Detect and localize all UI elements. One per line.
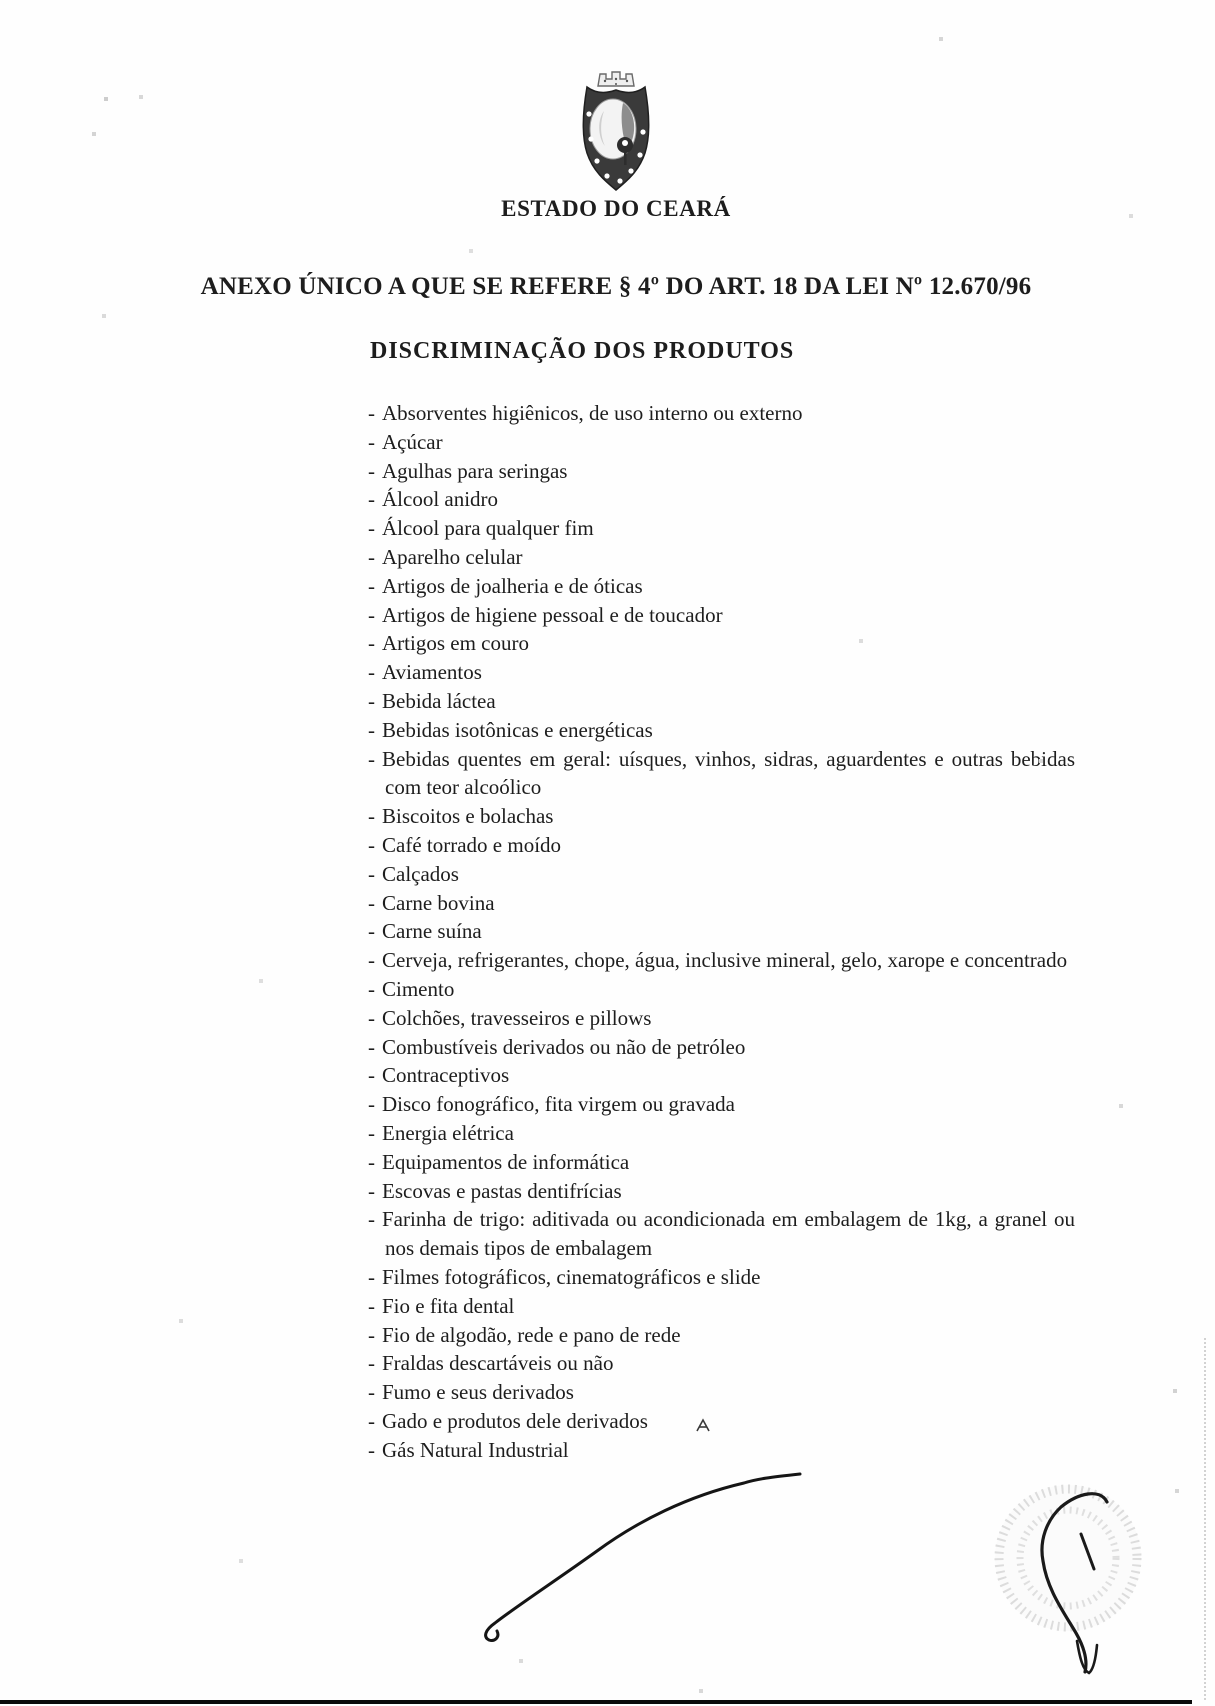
- list-item: [368, 745, 1075, 803]
- list-item: [368, 946, 1075, 975]
- list-item: [368, 601, 1075, 630]
- list-item: [368, 1436, 1075, 1465]
- bullet-dash: -: [368, 602, 375, 627]
- stamp-signature-scribble: [1042, 1494, 1107, 1673]
- bullet-dash: -: [368, 746, 375, 771]
- list-item: [368, 629, 1075, 658]
- list-item: [368, 1061, 1075, 1090]
- list-item: [368, 543, 1075, 572]
- product-text: Carne suína: [382, 919, 482, 944]
- product-text: Bebida láctea: [382, 688, 496, 713]
- product-text: Cimento: [382, 976, 455, 1001]
- product-text: Energia elétrica: [382, 1120, 514, 1145]
- bullet-dash: -: [368, 890, 375, 915]
- bullet-dash: -: [368, 1063, 375, 1088]
- product-text: Equipamentos de informática: [382, 1149, 630, 1174]
- bullet-dash: -: [368, 804, 375, 829]
- list-item: [368, 658, 1075, 687]
- product-text: Cerveja, refrigerantes, chope, água, inclusive mineral, gelo, xarope e concentrado: [382, 948, 1068, 973]
- product-text: Artigos em couro: [382, 631, 529, 656]
- product-text: Fio e fita dental: [382, 1293, 515, 1318]
- list-item: [368, 1321, 1075, 1350]
- bullet-dash: -: [368, 1380, 375, 1405]
- bullet-dash: -: [368, 976, 375, 1001]
- bullet-dash: -: [368, 1178, 375, 1203]
- list-item: [368, 1205, 1075, 1263]
- list-item: [368, 1004, 1075, 1033]
- scan-edge-artifact: [1204, 1338, 1206, 1700]
- product-text: Aviamentos: [382, 660, 482, 685]
- bullet-dash: -: [368, 1293, 375, 1318]
- list-item: [368, 687, 1075, 716]
- product-text: Gado e produtos dele derivados: [382, 1408, 648, 1433]
- org-name: ESTADO DO CEARÁ: [501, 196, 731, 221]
- product-text: Biscoitos e bolachas: [382, 804, 554, 829]
- scan-noise: [0, 0, 2, 2]
- product-text: Fumo e seus derivados: [382, 1380, 574, 1405]
- bullet-dash: -: [368, 1034, 375, 1059]
- list-item: [368, 802, 1075, 831]
- list-item: [368, 889, 1075, 918]
- list-item: [368, 716, 1075, 745]
- list-item: [368, 457, 1075, 486]
- product-text: Farinha de trigo: aditivada ou acondicionada em embalagem de 1kg, a granel ou nos demais tipos de embalagem: [382, 1207, 1075, 1261]
- list-item: [368, 514, 1075, 543]
- signature-flourish: [486, 1474, 800, 1640]
- bullet-dash: -: [368, 1322, 375, 1347]
- list-item: [368, 1119, 1075, 1148]
- list-item: [368, 1378, 1075, 1407]
- list-item: [368, 831, 1075, 860]
- bullet-dash: -: [368, 717, 375, 742]
- list-item: [368, 1349, 1075, 1378]
- bullet-dash: -: [368, 458, 375, 483]
- bullet-dash: -: [368, 1437, 375, 1462]
- bullet-dash: -: [368, 1120, 375, 1145]
- product-text: Fio de algodão, rede e pano de rede: [382, 1322, 681, 1347]
- product-text: Açúcar: [382, 429, 443, 454]
- list-item: [368, 860, 1075, 889]
- bullet-dash: -: [368, 688, 375, 713]
- list-item: [368, 1090, 1075, 1119]
- list-item: [368, 1263, 1075, 1292]
- product-text: Carne bovina: [382, 890, 495, 915]
- product-text: Disco fonográfico, fita virgem ou gravada: [382, 1092, 735, 1117]
- list-item: [368, 428, 1075, 457]
- list-item: [368, 1407, 1075, 1436]
- list-item: [368, 917, 1075, 946]
- list-item: [368, 572, 1075, 601]
- product-text: Combustíveis derivados ou não de petróleo: [382, 1034, 746, 1059]
- bullet-dash: -: [368, 1351, 375, 1376]
- bullet-dash: -: [368, 919, 375, 944]
- bullet-dash: -: [368, 573, 375, 598]
- product-text: Filmes fotográficos, cinematográficos e slide: [382, 1264, 761, 1289]
- list-item: [368, 975, 1075, 1004]
- product-text: Álcool para qualquer fim: [382, 516, 594, 541]
- product-text: Bebidas isotônicas e energéticas: [382, 717, 653, 742]
- product-text: Agulhas para seringas: [382, 458, 568, 483]
- bullet-dash: -: [368, 401, 375, 425]
- product-text: Colchões, travesseiros e pillows: [382, 1005, 652, 1030]
- product-text: Contraceptivos: [382, 1063, 510, 1088]
- circular-stamp: [995, 1485, 1141, 1631]
- list-item: [368, 1148, 1075, 1177]
- product-text: Artigos de joalheria e de óticas: [382, 573, 643, 598]
- bullet-dash: -: [368, 1264, 375, 1289]
- bullet-dash: -: [368, 429, 375, 454]
- list-item: [368, 399, 1075, 428]
- page-title: ANEXO ÚNICO A QUE SE REFERE § 4º DO ART. 18 DA LEI Nº 12.670/96: [200, 273, 1032, 300]
- bullet-dash: -: [368, 516, 375, 541]
- bullet-dash: -: [368, 631, 375, 656]
- scan-bottom-edge: [0, 1700, 1192, 1704]
- product-text: Aparelho celular: [382, 544, 523, 569]
- product-text: Fraldas descartáveis ou não: [382, 1351, 614, 1376]
- bullet-dash: -: [368, 861, 375, 886]
- product-text: Bebidas quentes em geral: uísques, vinhos, sidras, aguardentes e outras bebidas com teor alcoólico: [382, 746, 1075, 800]
- product-text: Artigos de higiene pessoal e de toucador: [382, 602, 723, 627]
- bullet-dash: -: [368, 660, 375, 685]
- list-item: [368, 485, 1075, 514]
- bullet-dash: -: [368, 1005, 375, 1030]
- page-subtitle: DISCRIMINAÇÃO DOS PRODUTOS: [370, 338, 795, 364]
- product-text: Absorventes higiênicos, de uso interno ou externo: [382, 401, 803, 425]
- product-text: Café torrado e moído: [382, 832, 562, 857]
- bullet-dash: -: [368, 1207, 375, 1232]
- bullet-dash: -: [368, 832, 375, 857]
- bullet-dash: -: [368, 1408, 375, 1433]
- product-text: Gás Natural Industrial: [382, 1437, 569, 1462]
- ceara-coat-of-arms-icon: [574, 66, 658, 196]
- list-item: [368, 1292, 1075, 1321]
- bullet-dash: -: [368, 948, 375, 973]
- product-text: Calçados: [382, 861, 459, 886]
- list-item: [368, 1033, 1075, 1062]
- bullet-dash: -: [368, 487, 375, 512]
- bullet-dash: -: [368, 1149, 375, 1174]
- product-text: Escovas e pastas dentifrícias: [382, 1178, 622, 1203]
- bullet-dash: -: [368, 544, 375, 569]
- product-list: [368, 399, 1075, 1464]
- list-item: [368, 1177, 1075, 1206]
- bullet-dash: -: [368, 1092, 375, 1117]
- product-text: Álcool anidro: [382, 487, 499, 512]
